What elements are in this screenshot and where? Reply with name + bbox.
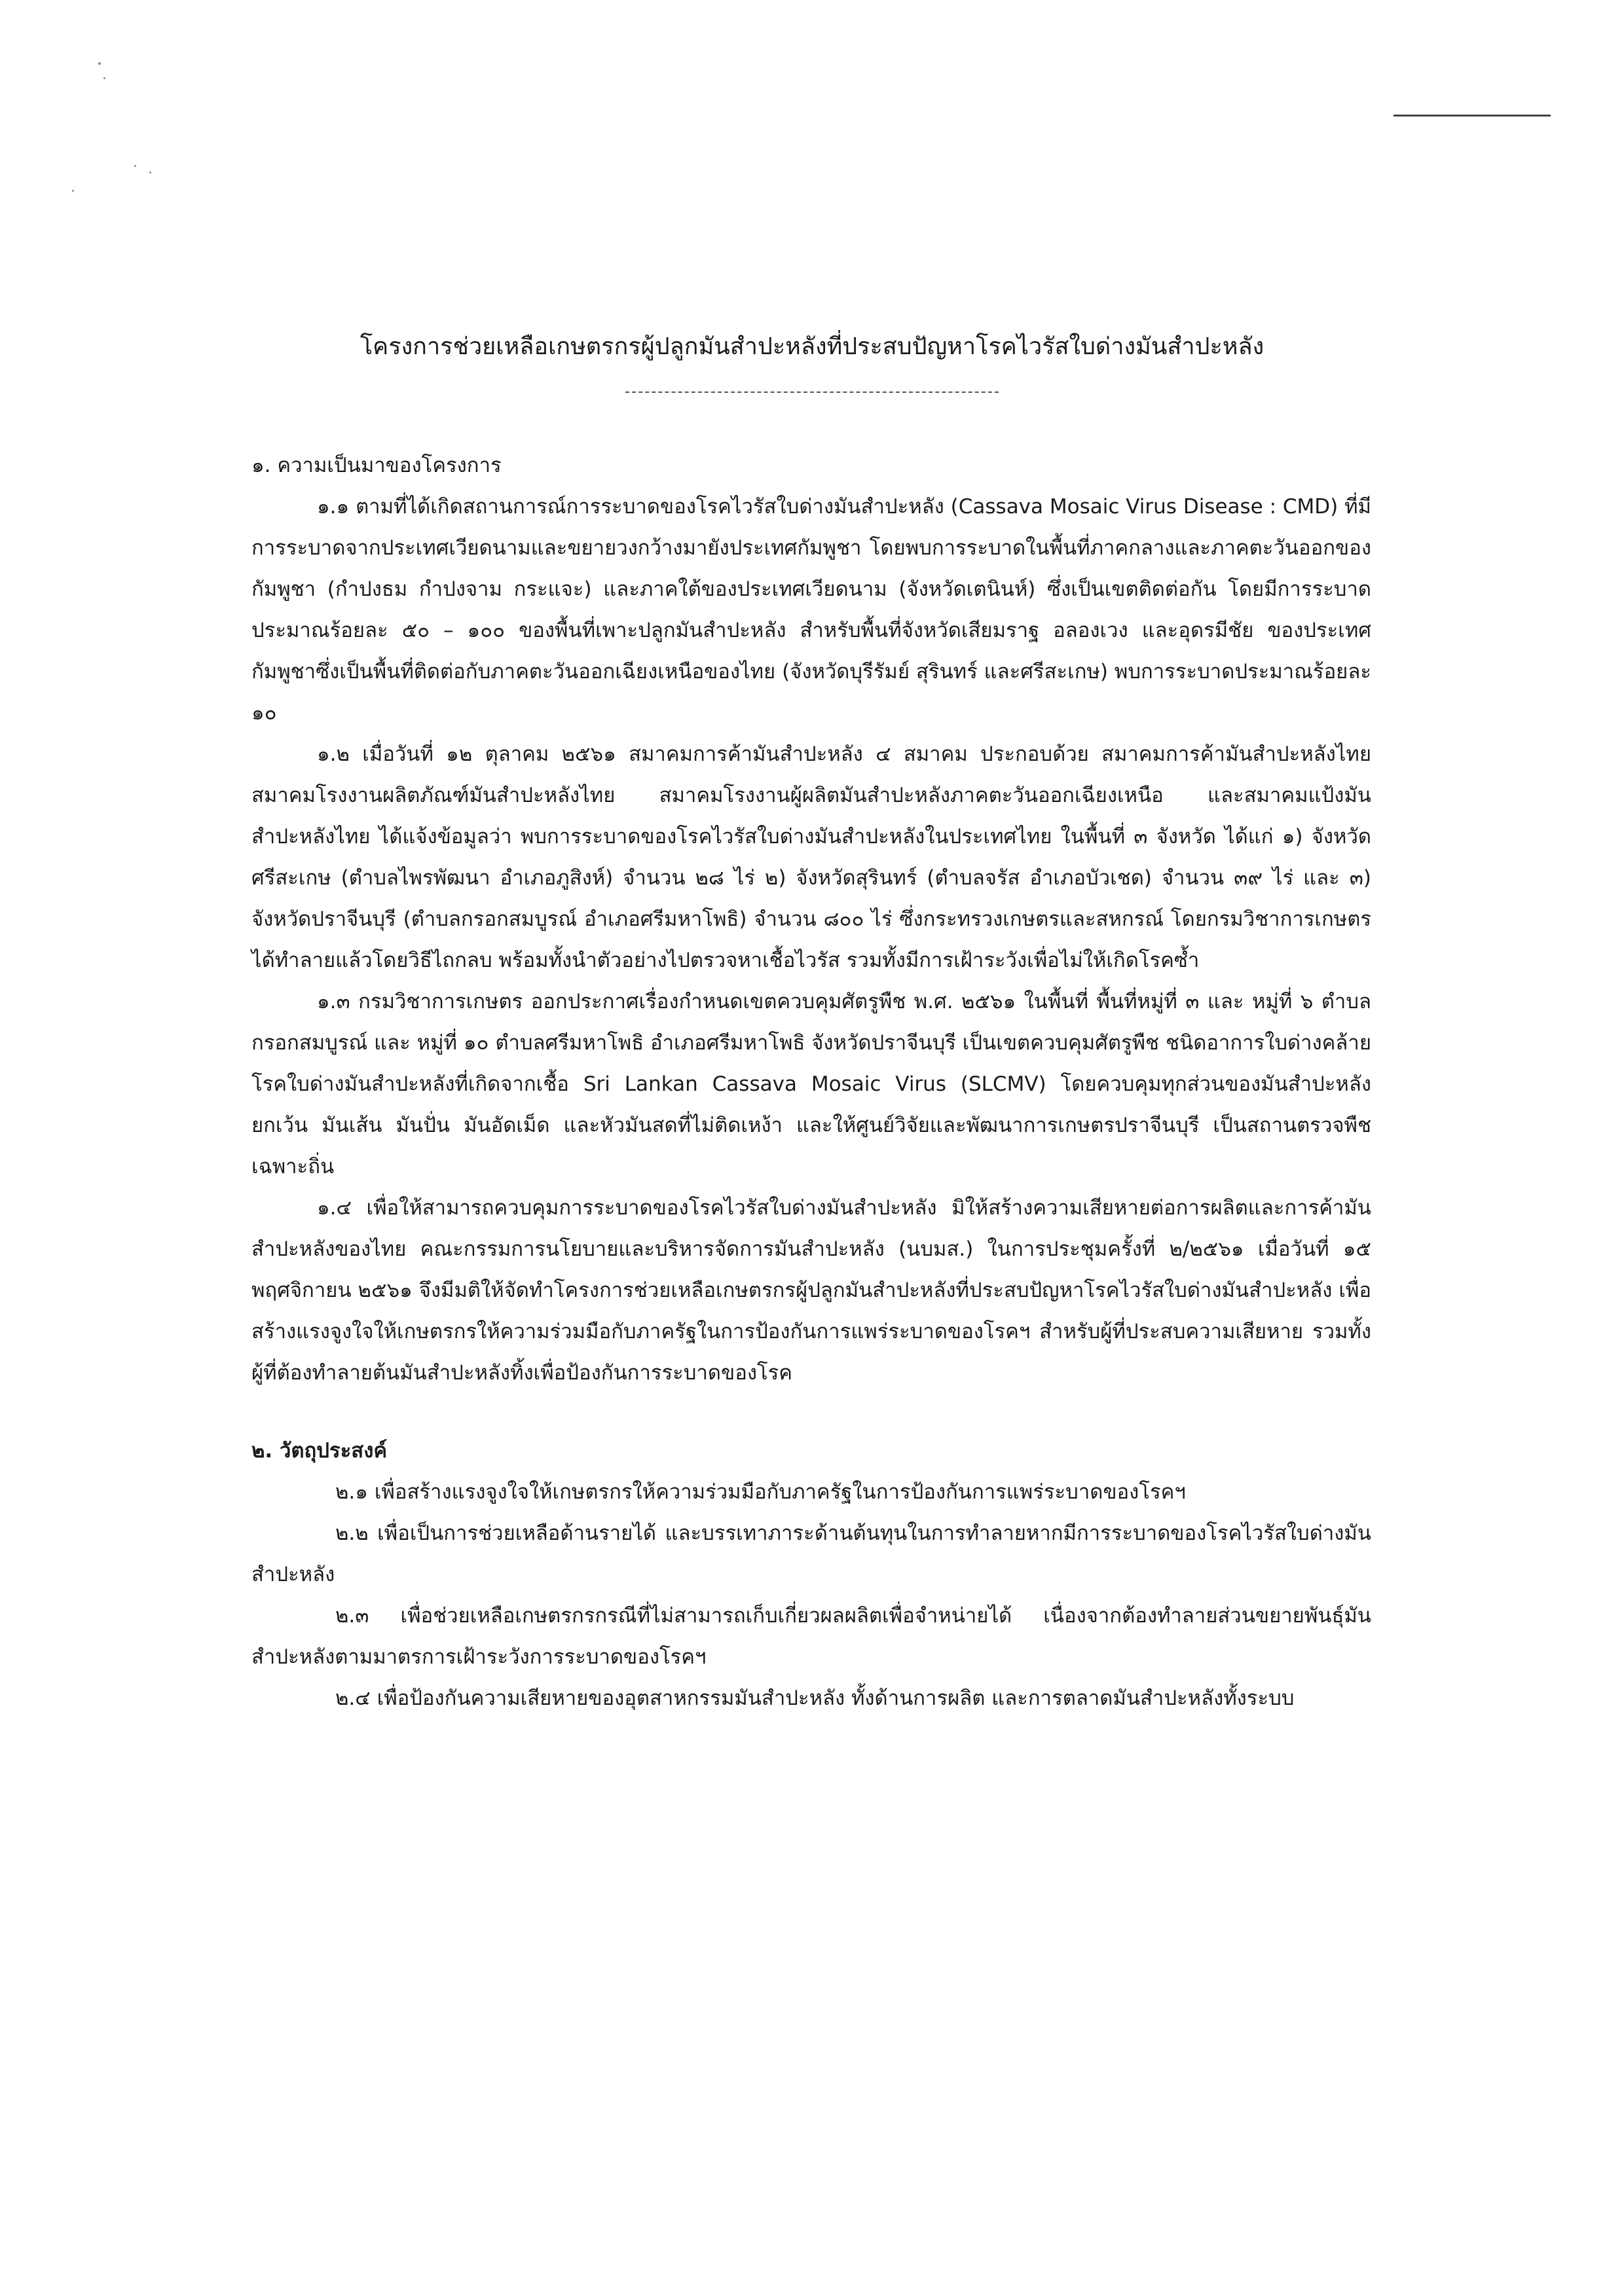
paragraph-2-3: ๒.๓ เพื่อช่วยเหลือเกษตรกรกรณีที่ไม่สามารถเก็บเกี่ยวผลผลิตเพื่อจำหน่ายได้ เนื่องจากต้องทำลายส่วนขยายพันธุ์มันสำปะหลังตามมาตรการเฝ้าระวังการระบาดของโรคฯ	[251, 1604, 1371, 1669]
header-rule	[1393, 115, 1551, 117]
section-heading-objectives: ๒. วัตถุประสงค์	[251, 1439, 388, 1463]
scan-speck	[72, 190, 74, 192]
title-underline	[625, 392, 999, 393]
section-heading-background: ๑. ความเป็นมาของโครงการ	[251, 454, 502, 477]
document-title: โครงการช่วยเหลือเกษตรกรผู้ปลูกมันสำปะหลังที่ประสบปัญหาโรคไวรัสใบด่างมันสำปะหลัง	[360, 333, 1264, 360]
scan-speck	[103, 77, 105, 79]
paragraph-1-1: ๑.๑ ตามที่ได้เกิดสถานการณ์การระบาดของโรคไวรัสใบด่างมันสำปะหลัง (Cassava Mosaic Virus Disease : CMD) ที่มีการระบาดจากประเทศเวียดนามและขยายวงกว้างมายังประเทศกัมพูชา โดยพบการระบาดในพื้นที่ภาคกลางและภาคตะวันออกของกัมพูชา (กำปงธม กำปงจาม กระแจะ) และภาคใต้ของประเทศเวียดนาม (จังหวัดเตนินห์) ซึ่งเป็นเขตติดต่อกัน โดยมีการระบาดประมาณร้อยละ ๕๐ – ๑๐๐ ของพื้นที่เพาะปลูกมันสำปะหลัง สำหรับพื้นที่จังหวัดเสียมราฐ อลองเวง และอุดรมีชัย ของประเทศกัมพูชาซึ่งเป็นพื้นที่ติดต่อกับภาคตะวันออกเฉียงเหนือของไทย (จังหวัดบุรีรัมย์ สุรินทร์ และศรีสะเกษ) พบการระบาดประมาณร้อยละ ๑๐	[251, 495, 1371, 725]
paragraph-2-4: ๒.๔ เพื่อป้องกันความเสียหายของอุตสาหกรรมมันสำปะหลัง ทั้งด้านการผลิต และการตลาดมันสำปะหลังทั้งระบบ	[335, 1686, 1295, 1710]
paragraph-2-2: ๒.๒ เพื่อเป็นการช่วยเหลือด้านรายได้ และบรรเทาภาระด้านต้นทุนในการทำลายหากมีการระบาดของโรคไวรัสใบด่างมันสำปะหลัง	[251, 1522, 1371, 1586]
paragraph-2-1: ๒.๑ เพื่อสร้างแรงจูงใจให้เกษตรกรให้ความร่วมมือกับภาครัฐในการป้องกันการแพร่ระบาดของโรคฯ	[335, 1480, 1186, 1504]
paragraph-1-3: ๑.๓ กรมวิชาการเกษตร ออกประกาศเรื่องกำหนดเขตควบคุมศัตรูพืช พ.ศ. ๒๕๖๑ ในพื้นที่ พื้นที่หมู่ที่ ๓ และ หมู่ที่ ๖ ตำบลกรอกสมบูรณ์ และ หมู่ที่ ๑๐ ตำบลศรีมหาโพธิ อำเภอศรีมหาโพธิ จังหวัดปราจีนบุรี เป็นเขตควบคุมศัตรูพืช ชนิดอาการใบด่างคล้ายโรคใบด่างมันสำปะหลังที่เกิดจากเชื้อ Sri Lankan Cassava Mosaic Virus (SLCMV) โดยควบคุมทุกส่วนของมันสำปะหลัง ยกเว้น มันเส้น มันปั่น มันอัดเม็ด และหัวมันสดที่ไม่ติดเหง้า และให้ศูนย์วิจัยและพัฒนาการเกษตรปราจีนบุรี เป็นสถานตรวจพืชเฉพาะถิ่น	[251, 990, 1371, 1178]
paragraph-1-2: ๑.๒ เมื่อวันที่ ๑๒ ตุลาคม ๒๕๖๑ สมาคมการค้ามันสำปะหลัง ๔ สมาคม ประกอบด้วย สมาคมการค้ามันสำปะหลังไทย สมาคมโรงงานผลิตภัณฑ์มันสำปะหลังไทย สมาคมโรงงานผู้ผลิตมันสำปะหลังภาคตะวันออกเฉียงเหนือ และสมาคมแป้งมันสำปะหลังไทย ได้แจ้งข้อมูลว่า พบการระบาดของโรคไวรัสใบด่างมันสำปะหลังในประเทศไทย ในพื้นที่ ๓ จังหวัด ได้แก่ ๑) จังหวัดศรีสะเกษ (ตำบลไพรพัฒนา อำเภอภูสิงห์) จำนวน ๒๘ ไร่ ๒) จังหวัดสุรินทร์ (ตำบลจรัส อำเภอบัวเชด) จำนวน ๓๙ ไร่ และ ๓) จังหวัดปราจีนบุรี (ตำบลกรอกสมบูรณ์ อำเภอศรีมหาโพธิ) จำนวน ๘๐๐ ไร่ ซึ่งกระทรวงเกษตรและสหกรณ์ โดยกรมวิชาการเกษตรได้ทำลายแล้วโดยวิธีไถกลบ พร้อมทั้งนำตัวอย่างไปตรวจหาเชื้อไวรัส รวมทั้งมีการเฝ้าระวังเพื่อไม่ให้เกิดโรคซ้ำ	[251, 742, 1371, 972]
paragraph-1-4: ๑.๔ เพื่อให้สามารถควบคุมการระบาดของโรคไวรัสใบด่างมันสำปะหลัง มิให้สร้างความเสียหายต่อการผลิตและการค้ามันสำปะหลังของไทย คณะกรรมการนโยบายและบริหารจัดการมันสำปะหลัง (นบมส.) ในการประชุมครั้งที่ ๒/๒๕๖๑ เมื่อวันที่ ๑๕ พฤศจิกายน ๒๕๖๑ จึงมีมติให้จัดทำโครงการช่วยเหลือเกษตรกรผู้ปลูกมันสำปะหลังที่ประสบปัญหาโรคไวรัสใบด่างมันสำปะหลัง เพื่อสร้างแรงจูงใจให้เกษตรกรให้ความร่วมมือกับภาครัฐในการป้องกันการแพร่ระบาดของโรคฯ สำหรับผู้ที่ประสบความเสียหาย รวมทั้งผู้ที่ต้องทำลายต้นมันสำปะหลังทิ้งเพื่อป้องกันการระบาดของโรค	[251, 1196, 1371, 1385]
document-body	[251, 445, 1371, 1719]
scan-speck	[149, 172, 151, 173]
scan-speck	[98, 62, 101, 65]
scan-speck	[134, 165, 136, 167]
